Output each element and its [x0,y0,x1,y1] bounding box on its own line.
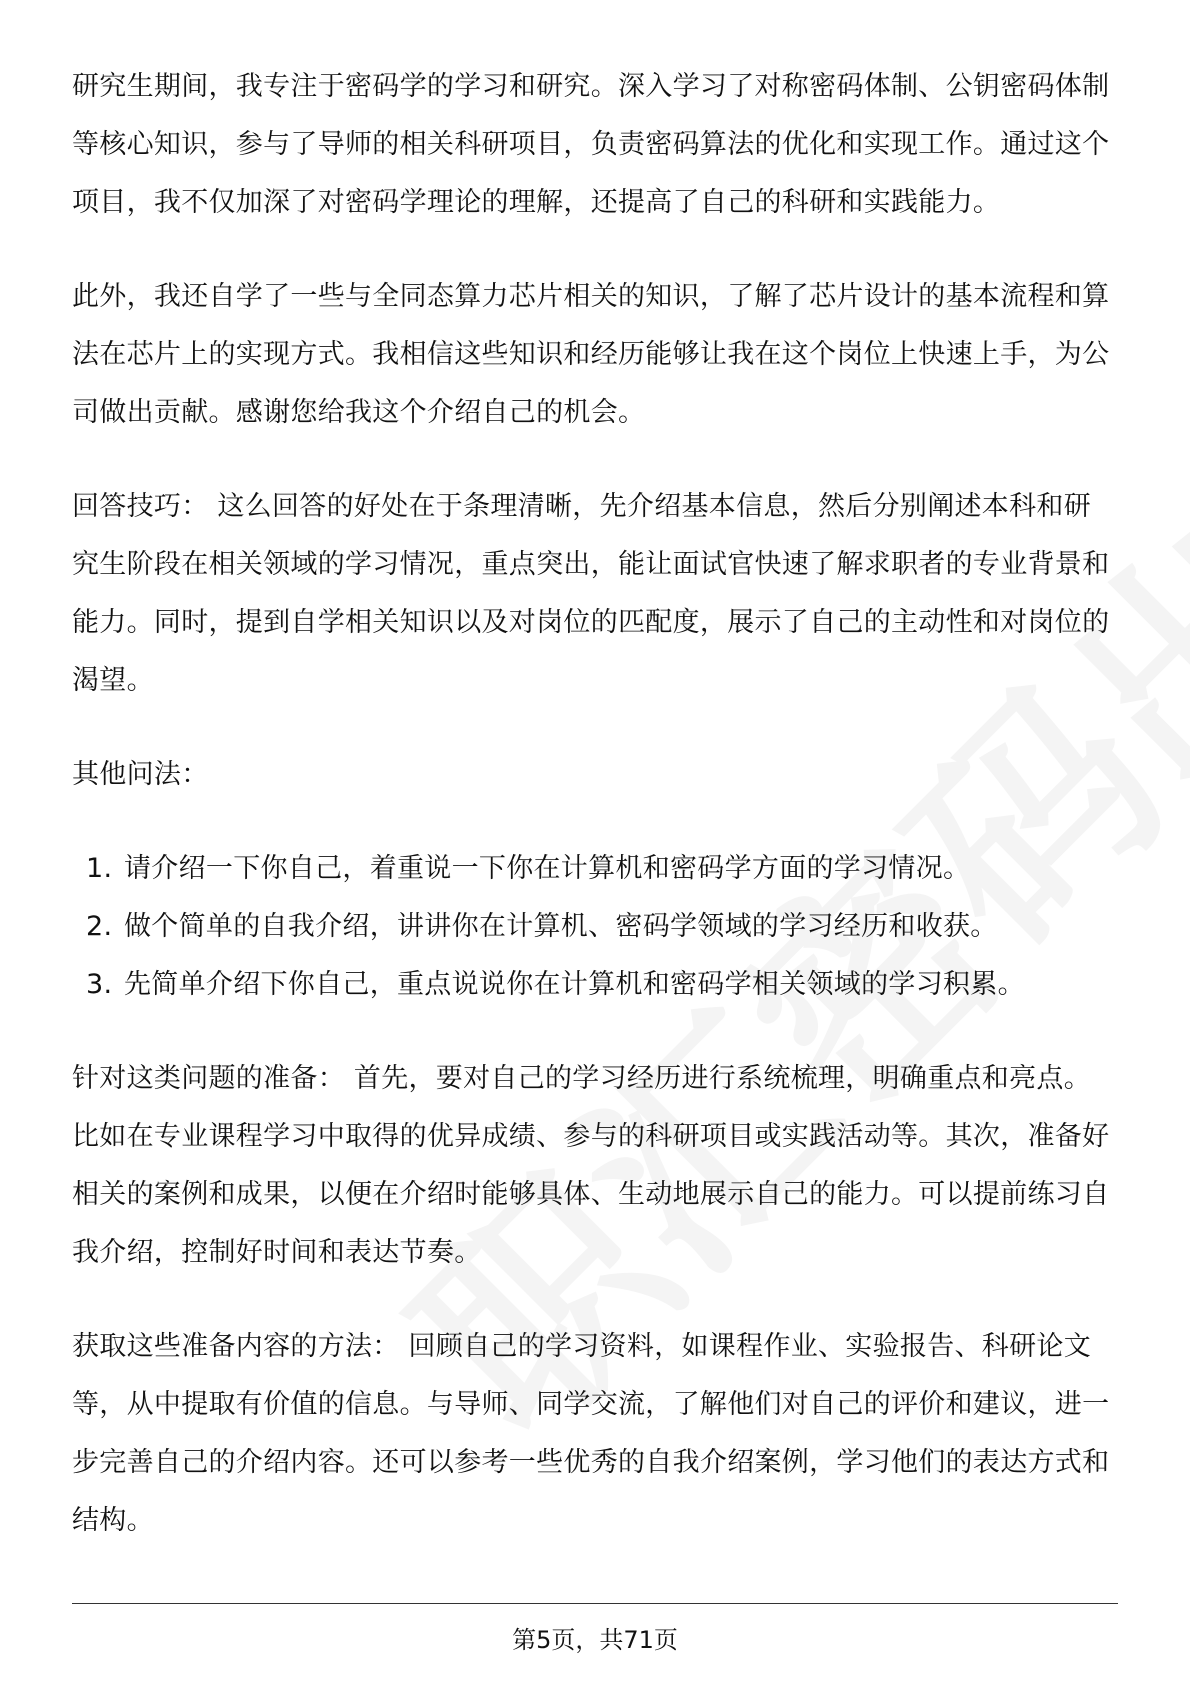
list-item-text: 先简单介绍下你自己，重点说说你在计算机和密码学相关领域的学习积累。 [124,969,1025,1000]
list-item-text: 请介绍一下你自己，着重说一下你在计算机和密码学方面的学习情况。 [124,853,971,884]
methods-section [72,1318,1118,1550]
answer-tips-text: 这么回答的好处在于条理清晰，先介绍基本信息，然后分别阐述本科和研究生阶段在相关领域的学习情况，重点突出，能让面试官快速了解求职者的专业背景和能力。同时，提到自学相关知识以及对岗位的匹配度，展示了自己的主动性和对岗位的渴望。 [72,491,1110,696]
list-item [72,898,1118,956]
document-body [72,58,1118,1586]
preparation-text: 首先，要对自己的学习经历进行系统梳理，明确重点和亮点。比如在专业课程学习中取得的优异成绩、参与的科研项目或实践活动等。其次，准备好相关的案例和成果，以便在介绍时能够具体、生动地展示自己的能力。可以提前练习自我介绍，控制好时间和表达节奏。 [72,1063,1110,1268]
paragraph-graduate-study: 研究生期间，我专注于密码学的学习和研究。深入学习了对称密码体制、公钥密码体制等核心知识，参与了导师的相关科研项目，负责密码算法的优化和实现工作。通过这个项目，我不仅加深了对密码学理论的理解，还提高了自己的科研和实践能力。 [72,71,1110,218]
page-indicator: 第5页，共71页 [512,1626,678,1654]
methods-label: 获取这些准备内容的方法： [72,1331,400,1362]
methods-text: 回顾自己的学习资料，如课程作业、实验报告、科研论文等，从中提取有价值的信息。与导师、同学交流，了解他们对自己的评价和建议，进一步完善自己的介绍内容。还可以参考一些优秀的自我介绍案例，学习他们的表达方式和结构。 [72,1331,1110,1536]
preparation-section [72,1050,1118,1282]
answer-tips-label: 回答技巧： [72,491,209,522]
list-item-number: 2. [86,911,113,942]
footer-divider [72,1603,1118,1604]
list-item-text: 做个简单的自我介绍，讲讲你在计算机、密码学领域的学习经历和收获。 [124,911,998,942]
alt-questions-list [72,840,1118,1014]
list-item-number: 3. [86,969,113,1000]
list-item [72,956,1118,1014]
list-item [72,840,1118,898]
answer-tips [72,478,1118,710]
preparation-label: 针对这类问题的准备： [72,1063,345,1094]
paragraph-self-study: 此外，我还自学了一些与全同态算力芯片相关的知识，了解了芯片设计的基本流程和算法在芯片上的实现方式。我相信这些知识和经历能够让我在这个岗位上快速上手，为公司做出贡献。感谢您给我这个介绍自己的机会。 [72,281,1110,428]
list-item-number: 1. [86,853,113,884]
alt-questions-label: 其他问法： [72,759,209,790]
